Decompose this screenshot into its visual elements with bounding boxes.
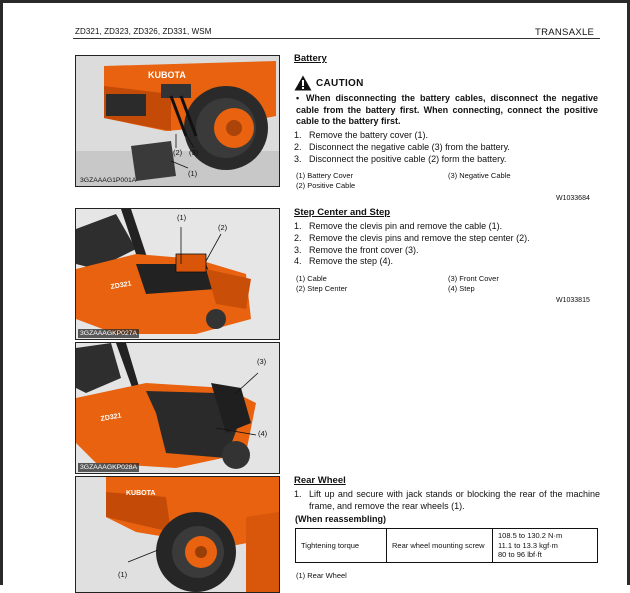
step-number: 3. xyxy=(294,244,302,255)
step-photo-code: 3GZAAAGKP028A xyxy=(80,464,138,471)
step-center-steps xyxy=(294,221,600,268)
page-frame-top xyxy=(0,0,630,3)
step-text: Disconnect the positive cable (2) form the battery. xyxy=(309,153,507,164)
list-item xyxy=(294,142,600,154)
step-center-legend-4: (4) Step xyxy=(448,284,475,293)
rear-wheel-photo xyxy=(75,476,280,593)
step-center-callout-2: (2) xyxy=(218,223,228,232)
step-center-callout-1: (1) xyxy=(177,213,187,222)
step-center-title: Step Center and Step xyxy=(294,207,391,218)
battery-legend-1: (1) Battery Cover xyxy=(296,171,354,180)
table-row xyxy=(296,529,598,563)
step-text: Remove the clevis pin and remove the cable (1). xyxy=(309,221,503,231)
battery-photo xyxy=(75,55,280,187)
caution-label: CAUTION xyxy=(316,77,364,89)
step-number: 1. xyxy=(294,130,302,140)
list-item xyxy=(294,256,600,268)
torque-table xyxy=(295,528,598,563)
battery-photo-brand: KUBOTA xyxy=(148,70,186,80)
rear-wheel-title: Rear Wheel xyxy=(294,475,346,486)
step-number: 3. xyxy=(294,153,302,164)
step-number: 2. xyxy=(294,232,302,243)
list-item xyxy=(294,245,600,257)
rear-wheel-illustration xyxy=(76,477,279,592)
battery-callout-3: (3) xyxy=(189,148,199,157)
battery-code: W1033684 xyxy=(556,195,590,202)
rear-wheel-legend-1: (1) Rear Wheel xyxy=(296,571,347,580)
torque-label-cell: Tightening torque xyxy=(296,529,387,563)
torque-value-lbfft: 80 to 96 lbf·ft xyxy=(498,550,542,559)
step-text: Remove the battery cover (1). xyxy=(309,130,429,140)
step-center-code: W1033815 xyxy=(556,297,590,304)
torque-values-cell xyxy=(493,529,598,563)
step-callout-3: (3) xyxy=(257,357,267,366)
step-photo xyxy=(75,342,280,474)
torque-item-cell: Rear wheel mounting screw xyxy=(387,529,493,563)
rear-wheel-brand: KUBOTA xyxy=(126,490,156,497)
list-item xyxy=(294,130,600,142)
step-center-decal: ZD321 xyxy=(110,280,133,291)
step-number: 1. xyxy=(294,221,302,231)
step-number: 2. xyxy=(294,141,302,152)
rear-wheel-callout-1: (1) xyxy=(118,570,128,579)
step-center-legend-1: (1) Cable xyxy=(296,274,327,283)
battery-illustration xyxy=(76,56,279,186)
step-center-photo-code: 3GZAAAGKP027A xyxy=(80,330,138,337)
step-center-legend-2: (2) Step Center xyxy=(296,284,348,293)
bullet-icon: • xyxy=(296,93,300,103)
page-frame-left xyxy=(0,0,3,585)
caution-header xyxy=(294,75,364,91)
caution-text-content: When disconnecting the battery cables, disconnect the negative cable from the battery first. When connecting, connect the positive cable to the battery first. xyxy=(296,93,598,126)
warning-triangle-icon xyxy=(294,75,312,91)
battery-legend-3: (3) Negative Cable xyxy=(448,171,511,180)
torque-value-nm: 108.5 to 130.2 N·m xyxy=(498,531,563,540)
step-number: 4. xyxy=(294,256,302,267)
step-illustration xyxy=(76,343,279,473)
battery-photo-code: 3GZAAAG1P001A xyxy=(80,177,137,184)
reassembling-label: (When reassembling) xyxy=(295,514,387,524)
list-item xyxy=(294,221,600,233)
list-item xyxy=(294,489,600,513)
step-callout-4: (4) xyxy=(258,429,268,438)
step-number: 1. xyxy=(294,489,302,499)
header-section: TRANSAXLE xyxy=(535,27,595,38)
battery-steps xyxy=(294,130,600,165)
rear-wheel-steps xyxy=(294,489,600,513)
torque-value-kgfm: 11.1 to 13.3 kgf·m xyxy=(498,540,558,550)
list-item xyxy=(294,154,600,166)
battery-title: Battery xyxy=(294,53,327,64)
step-center-photo xyxy=(75,208,280,340)
step-text: Remove the front cover (3). xyxy=(309,244,419,255)
caution-text xyxy=(296,93,598,128)
header-rule xyxy=(73,38,600,39)
step-center-illustration xyxy=(76,209,279,339)
battery-callout-1: (1) xyxy=(188,169,198,178)
list-item xyxy=(294,233,600,245)
step-text: Disconnect the negative cable (3) from the battery. xyxy=(309,141,510,152)
step-text: Remove the step (4). xyxy=(309,256,394,267)
step-center-legend-3: (3) Front Cover xyxy=(448,274,499,283)
step-decal: ZD321 xyxy=(100,412,123,423)
header-models: ZD321, ZD323, ZD326, ZD331, WSM xyxy=(75,27,212,36)
step-text: Lift up and secure with jack stands or blocking the rear of the machine frame, and remove the rear wheels (1). xyxy=(309,489,600,511)
step-text: Remove the clevis pins and remove the step center (2). xyxy=(309,232,530,243)
battery-legend-2: (2) Positive Cable xyxy=(296,181,356,190)
battery-callout-2: (2) xyxy=(173,148,183,157)
